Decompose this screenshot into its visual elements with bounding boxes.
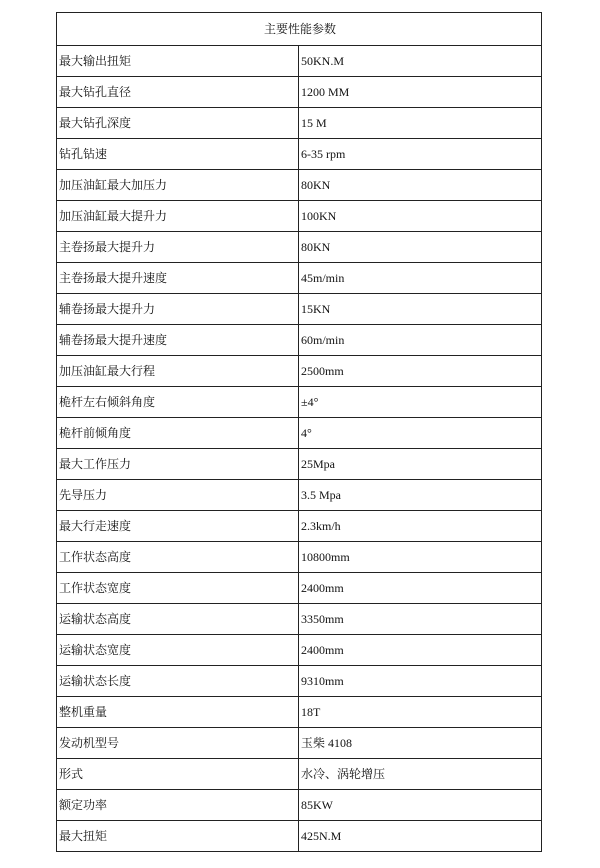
table-header-row <box>57 13 542 46</box>
param-value: 3350mm <box>299 604 542 635</box>
table-row <box>57 263 542 294</box>
param-name: 主卷扬最大提升速度 <box>57 263 299 294</box>
param-value: 425N.M <box>299 821 542 852</box>
param-name: 最大工作压力 <box>57 449 299 480</box>
param-value: 50KN.M <box>299 46 542 77</box>
param-value: 18T <box>299 697 542 728</box>
param-value: 45m/min <box>299 263 542 294</box>
param-name: 最大扭矩 <box>57 821 299 852</box>
table-row <box>57 139 542 170</box>
param-value: 15KN <box>299 294 542 325</box>
param-value: 2400mm <box>299 635 542 666</box>
param-value: 2400mm <box>299 573 542 604</box>
table-row <box>57 108 542 139</box>
param-value: 6-35 rpm <box>299 139 542 170</box>
param-value: 100KN <box>299 201 542 232</box>
param-name: 主卷扬最大提升力 <box>57 232 299 263</box>
table-title: 主要性能参数 <box>57 13 542 46</box>
param-value: 85KW <box>299 790 542 821</box>
param-name: 最大行走速度 <box>57 511 299 542</box>
table-row <box>57 790 542 821</box>
table-row <box>57 170 542 201</box>
param-name: 运输状态高度 <box>57 604 299 635</box>
param-name: 加压油缸最大加压力 <box>57 170 299 201</box>
table-row <box>57 728 542 759</box>
param-name: 最大钻孔深度 <box>57 108 299 139</box>
param-name: 桅杆左右倾斜角度 <box>57 387 299 418</box>
param-value: 15 M <box>299 108 542 139</box>
param-value: 60m/min <box>299 325 542 356</box>
table-row <box>57 77 542 108</box>
param-name: 辅卷扬最大提升力 <box>57 294 299 325</box>
param-name: 形式 <box>57 759 299 790</box>
table-row <box>57 759 542 790</box>
table-row <box>57 46 542 77</box>
param-value: 4° <box>299 418 542 449</box>
table-row <box>57 697 542 728</box>
table-row <box>57 573 542 604</box>
param-name: 发动机型号 <box>57 728 299 759</box>
table-row <box>57 480 542 511</box>
table-row <box>57 666 542 697</box>
param-name: 加压油缸最大行程 <box>57 356 299 387</box>
param-name: 先导压力 <box>57 480 299 511</box>
table-row <box>57 449 542 480</box>
param-value: 25Mpa <box>299 449 542 480</box>
param-name: 工作状态宽度 <box>57 573 299 604</box>
table-row <box>57 511 542 542</box>
param-value: 2500mm <box>299 356 542 387</box>
param-name: 钻孔钻速 <box>57 139 299 170</box>
param-value: 3.5 Mpa <box>299 480 542 511</box>
table-row <box>57 542 542 573</box>
param-value: 玉柴 4108 <box>299 728 542 759</box>
param-name: 工作状态高度 <box>57 542 299 573</box>
table-row <box>57 418 542 449</box>
param-value: 1200 MM <box>299 77 542 108</box>
param-name: 辅卷扬最大提升速度 <box>57 325 299 356</box>
param-name: 最大钻孔直径 <box>57 77 299 108</box>
table-row <box>57 635 542 666</box>
table-row <box>57 821 542 852</box>
param-value: 水冷、涡轮增压 <box>299 759 542 790</box>
param-name: 加压油缸最大提升力 <box>57 201 299 232</box>
param-value: 80KN <box>299 232 542 263</box>
param-name: 运输状态宽度 <box>57 635 299 666</box>
param-name: 桅杆前倾角度 <box>57 418 299 449</box>
table-row <box>57 201 542 232</box>
param-name: 运输状态长度 <box>57 666 299 697</box>
table-row <box>57 294 542 325</box>
param-name: 整机重量 <box>57 697 299 728</box>
table-body <box>57 46 542 852</box>
param-value: 80KN <box>299 170 542 201</box>
table-row <box>57 356 542 387</box>
table-row <box>57 387 542 418</box>
param-name: 最大输出扭矩 <box>57 46 299 77</box>
param-value: 9310mm <box>299 666 542 697</box>
param-value: ±4° <box>299 387 542 418</box>
table-row <box>57 325 542 356</box>
table-row <box>57 232 542 263</box>
table-row <box>57 604 542 635</box>
param-value: 2.3km/h <box>299 511 542 542</box>
param-value: 10800mm <box>299 542 542 573</box>
param-name: 额定功率 <box>57 790 299 821</box>
spec-table <box>56 12 542 852</box>
